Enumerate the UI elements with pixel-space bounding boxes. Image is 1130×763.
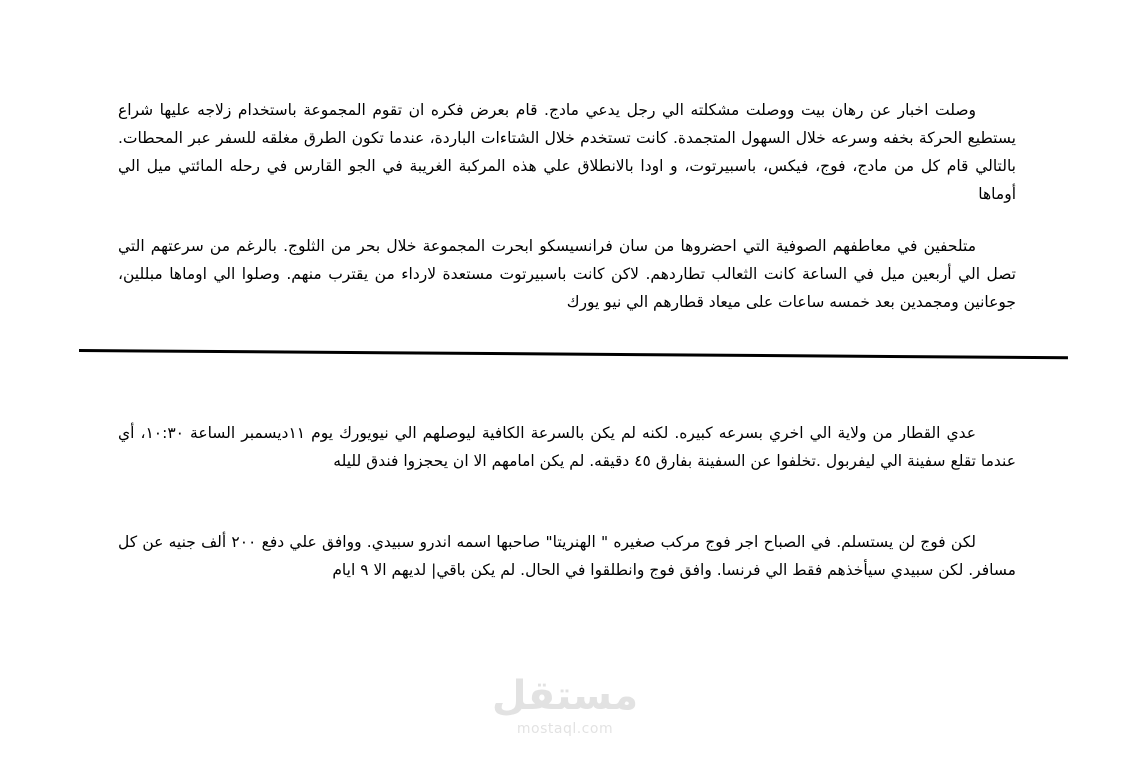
paragraph-3: عدي القطار من ولاية الي اخري بسرعه كبيره. لكنه لم يكن بالسرعة الكافية ليوصلهم الي نيويورك يوم ١١ديسمبر الساعة ١٠:٣٠، أي عندما تقلع سفينة الي ليفربول .تخلفوا عن السفينة بفارق ٤٥ دقيقه. لم يكن امامهم الا ان يحجزوا فندق لليله <box>118 424 1016 470</box>
paragraph-2: متلحفين في معاطفهم الصوفية التي احضروها من سان فرانسيسكو ابحرت المجموعة خلال بحر من الثلوج. بالرغم من سرعتهم التي تصل الي أربعين ميل في الساعة كانت الثعالب تطاردهم. لاكن كانت باسبيرتوت مستعدة لارداء من يقترب منهم. وصلوا الي اوماها مبللين، جوعانين ومجمدين بعد خمسه ساعات على ميعاد قطارهم الي نيو يورك <box>118 237 1016 311</box>
watermark-url: mostaql.com <box>516 721 614 737</box>
paragraph-4: لكن فوج لن يستسلم. في الصباح اجر فوج مركب صغيره " الهنريتا" صاحبها اسمه اندرو سبيدي. ووافق علي دفع ٢٠٠ ألف جنيه عن كل مسافر. لكن سبيدي سيأخذهم فقط الي فرنسا. وافق فوج وانطلقوا في الحال. لم يكن باقي| لديهم الا ٩ ايام <box>118 533 1016 579</box>
watermark <box>480 672 650 752</box>
watermark-logo: مستقل <box>491 673 639 719</box>
paragraph-1: وصلت اخبار عن رهان بيت ووصلت مشكلته الي رجل يدعي مادج. قام بعرض فكره ان تقوم المجموعة باستخدام زلاجه عليها شراع يستطيع الحركة بخفه وسرعه خلال السهول المتجمدة. كانت تستخدم خلال الشتاءات الباردة، عندما تكون الطرق مغلقه للسفر عبر المحطات. بالتالي قام كل من مادج، فوج، فيكس، باسبيرتوت، و اودا بالانطلاق علي هذه المركبة الغريبة في الجو القارس في رحله المائتي ميل الي أوماها <box>118 101 1016 203</box>
section-divider <box>79 349 1068 359</box>
